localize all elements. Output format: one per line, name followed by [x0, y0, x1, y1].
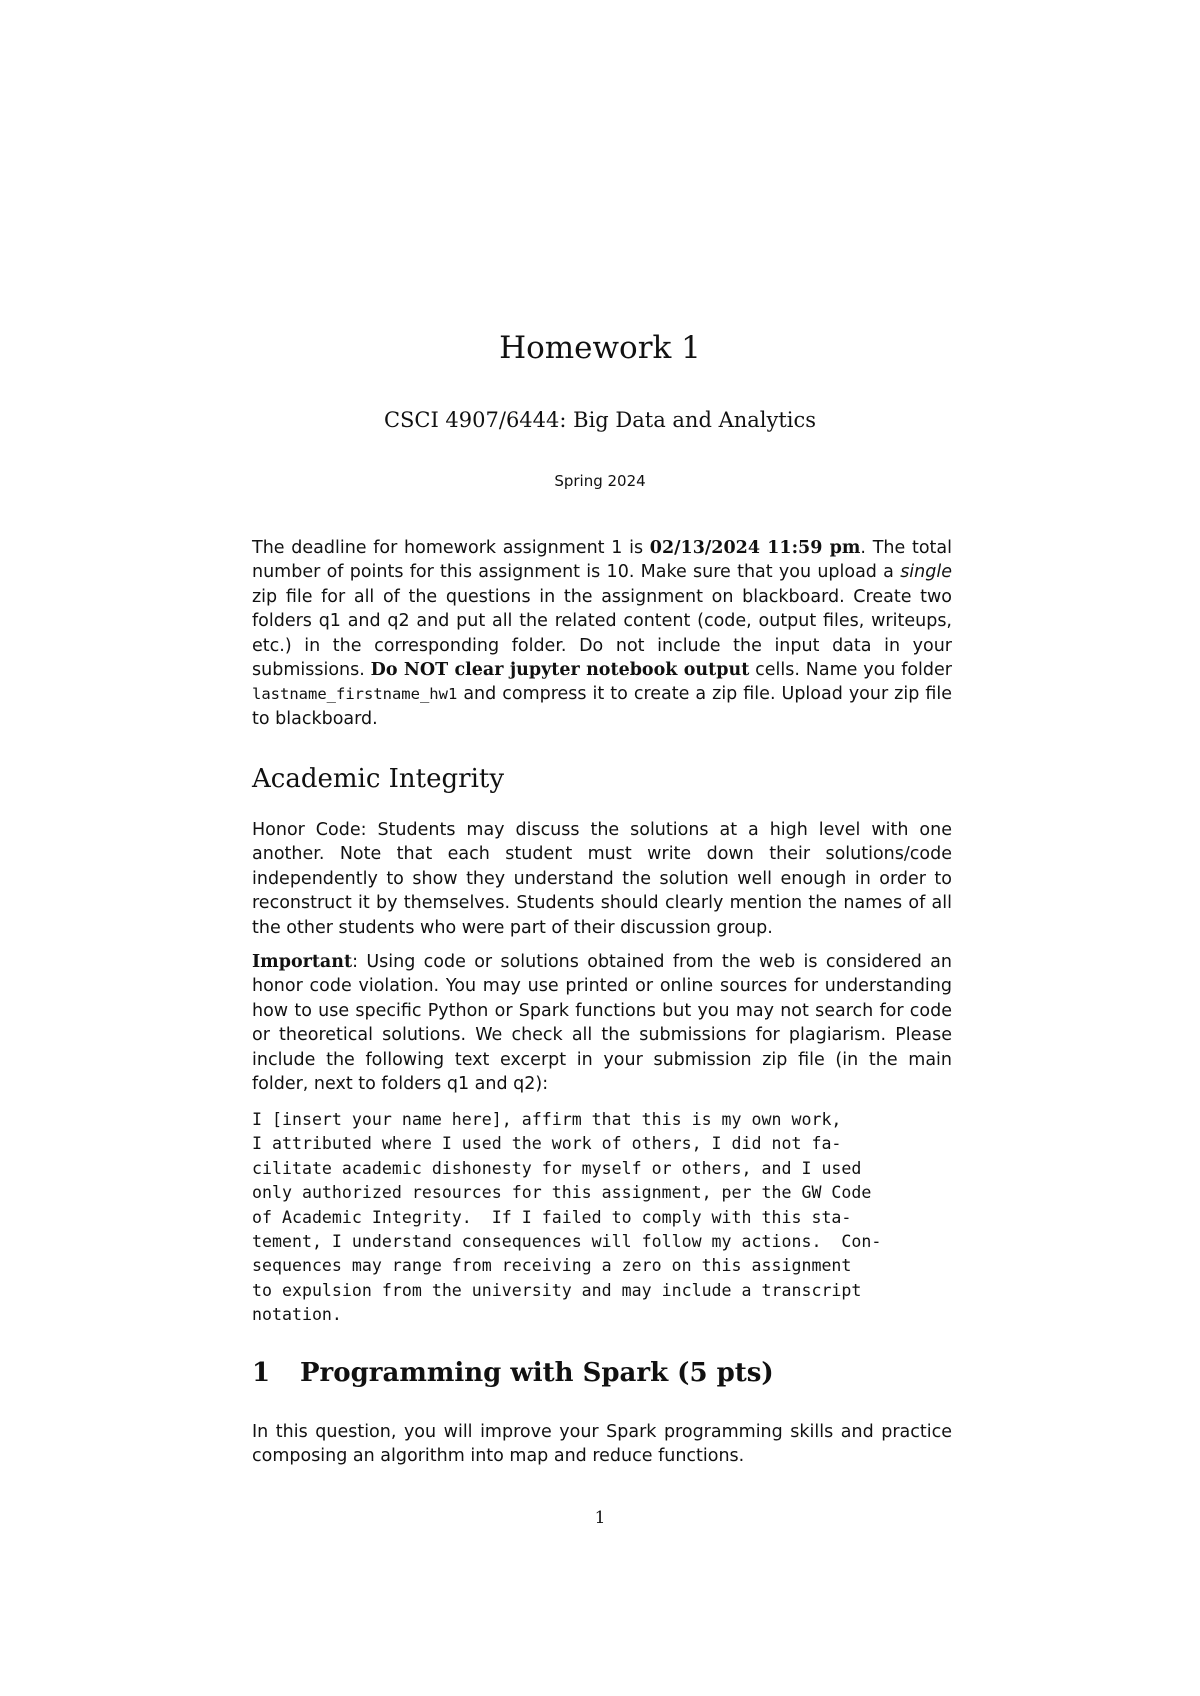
section-1-paragraph: In this question, you will improve your Spark programming skills and practice composing an algorithm into map and reduce functions.	[252, 1422, 952, 1467]
intro-text-2: . The total number of points for this assignment is 10. Make sure that you upload a	[252, 538, 952, 583]
intro-paragraph	[252, 536, 952, 731]
deadline: 02/13/2024 11:59 pm	[649, 538, 861, 558]
section-1-number: 1	[252, 1358, 271, 1388]
academic-integrity-heading: Academic Integrity	[252, 764, 505, 794]
section-1-title: Programming with Spark (5 pts)	[300, 1358, 774, 1388]
important-paragraph	[252, 950, 952, 1096]
term: Spring 2024	[554, 472, 646, 490]
section-1-heading	[252, 1358, 774, 1388]
single-emphasis: single	[900, 562, 952, 583]
do-not-clear-emphasis: Do NOT clear jupyter notebook output	[370, 660, 750, 681]
folder-name: lastname_firstname_hw1	[252, 685, 458, 704]
honor-code-paragraph: Honor Code: Students may discuss the solutions at a high level with one another. Note that each student must write down their solutions/code independently to show they understand the solution well enough in order to reconstruct it by themselves. Students should clearly mention the names of all the other students who were part of their discussion group.	[252, 820, 952, 938]
intro-text-1: The deadline for homework assignment 1 is	[252, 538, 650, 558]
course-name: CSCI 4907/6444: Big Data and Analytics	[383, 408, 817, 432]
document-title: Homework 1	[499, 330, 701, 366]
important-label: Important	[252, 952, 353, 972]
intro-text-5: and compress it to create a zip file. Upload your zip file to blackboard.	[252, 684, 952, 729]
intro-text-4: cells. Name you folder	[749, 660, 952, 681]
important-text: : Using code or solutions obtained from the web is considered an honor code violation. You may use printed or online sources for understanding how to use specific Python or Spark functions but you may not search for code or theoretical solutions. We check all the submissions for plagiarism. Please include the following text excerpt in your submission zip file (in the main folder, next to folders q1 and q2):	[252, 952, 952, 1095]
affirmation-statement: I [insert your name here], affirm that this is my own work, I attributed where I used the work of others, I did not fa- cilitate academic dishonesty for myself or others, and I used only authorized resources for this assignment, per the GW Code of Academic Integrity. If I failed to comply with this sta- tement, I understand consequences will follow my actions. Con- sequences may range from receiving a zero on this assignment to expulsion from the university and may include a transcript notation.	[252, 1110, 882, 1325]
intro-text-3: zip file for all of the questions in the assignment on blackboard. Create two folders q1 and q2 and put all the related content (code, output files, writeups, etc.) in the corresponding folder. Do not include the input data in your submissions.	[252, 586, 952, 681]
page-number: 1	[594, 1508, 606, 1528]
